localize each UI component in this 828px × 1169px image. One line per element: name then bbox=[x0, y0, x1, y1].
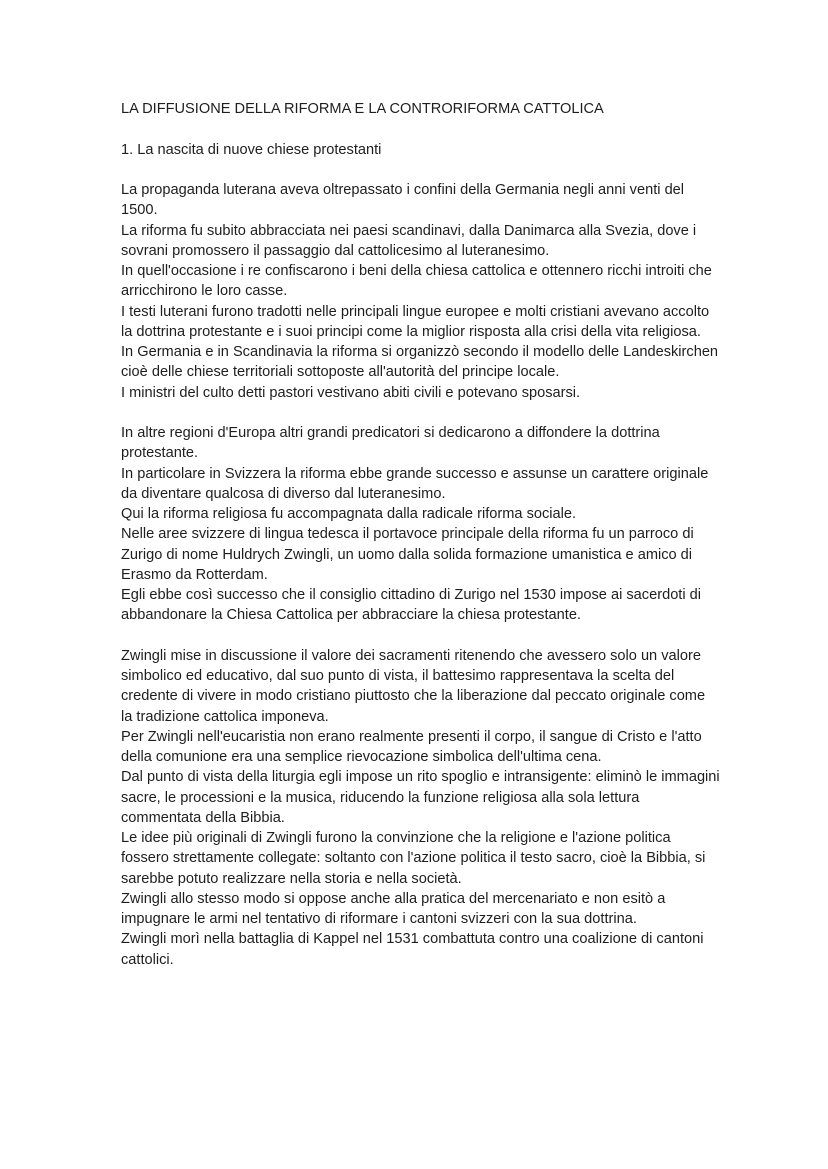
text-line: la tradizione cattolica imponeva. bbox=[121, 708, 329, 725]
text-line: Zwingli morì nella battaglia di Kappel nel 1531 combattuta contro una coalizione di cantoni bbox=[121, 931, 704, 948]
text-line: Zurigo di nome Huldrych Zwingli, un uomo dalla solida formazione umanistica e amico di bbox=[121, 546, 693, 563]
text-line: La propaganda luterana aveva oltrepassato i confini della Germania negli anni venti del bbox=[121, 182, 685, 198]
document-page bbox=[121, 99, 720, 970]
text-line: Dal punto di vista della liturgia egli impose un rito spoglio e intransigente: eliminò le immagini bbox=[121, 769, 720, 786]
text-line: cattolici. bbox=[121, 951, 174, 968]
text-line: simbolico ed educativo, dal suo punto di vista, il battesimo rappresentava la scelta del bbox=[121, 668, 675, 684]
spacer bbox=[121, 119, 720, 139]
text-line: abbandonare la Chiesa Cattolica per abbracciare la chiesa protestante. bbox=[121, 607, 581, 624]
document-body bbox=[121, 180, 720, 970]
text-line: da diventare qualcosa di diverso dal luteranesimo. bbox=[121, 485, 446, 502]
text-line: Egli ebbe così successo che il consiglio cittadino di Zurigo nel 1530 impose ai sacerdoti di bbox=[121, 587, 702, 603]
paragraph-2 bbox=[121, 423, 720, 626]
text-line: In particolare in Svizzera la riforma ebbe grande successo e assunse un carattere originale bbox=[121, 465, 709, 482]
text-line: la dottrina protestante e i suoi principi come la miglior risposta alla crisi della vita religiosa. bbox=[121, 323, 701, 340]
text-line: impugnare le armi nel tentativo di riformare i cantoni svizzeri con la sua dottrina. bbox=[121, 911, 637, 927]
text-line: Le idee più originali di Zwingli furono la convinzione che la religione e l'azione politica bbox=[121, 830, 671, 846]
text-line: 1500. bbox=[121, 202, 158, 219]
text-line: arricchirono le loro casse. bbox=[121, 283, 288, 300]
text-line: Per Zwingli nell'eucaristia non erano realmente presenti il corpo, il sangue di Cristo e l'atto bbox=[121, 728, 702, 745]
text-line: I ministri del culto detti pastori vestivano abiti civili e potevano sposarsi. bbox=[121, 384, 581, 401]
spacer bbox=[121, 626, 720, 646]
document-title: LA DIFFUSIONE DELLA RIFORMA E LA CONTRORIFORMA CATTOLICA bbox=[121, 101, 604, 117]
text-line: credente di vivere in modo cristiano piuttosto che la liberazione dal peccato originale come bbox=[121, 688, 706, 705]
text-line: In altre regioni d'Europa altri grandi predicatori si dedicarono a diffondere la dottrina bbox=[121, 425, 660, 441]
text-line: Nelle aree svizzere di lingua tedesca il portavoce principale della riforma fu un parroco di bbox=[121, 526, 694, 543]
paragraph-1 bbox=[121, 180, 720, 403]
paragraph-3 bbox=[121, 646, 720, 970]
text-line: In quell'occasione i re confiscarono i beni della chiesa cattolica e ottennero ricchi introiti che bbox=[121, 263, 712, 279]
text-line: I testi luterani furono tradotti nelle principali lingue europee e molti cristiani avevano accolto bbox=[121, 303, 710, 320]
text-line: sacre, le processioni e la musica, riducendo la funzione religiosa alla sola lettura bbox=[121, 789, 640, 806]
spacer bbox=[121, 160, 720, 180]
text-line: Qui la riforma religiosa fu accompagnata dalla radicale riforma sociale. bbox=[121, 506, 577, 522]
section-heading: 1. La nascita di nuove chiese protestanti bbox=[121, 141, 382, 158]
text-line: della comunione era una semplice rievocazione simbolica dell'ultima cena. bbox=[121, 749, 602, 765]
text-line: La riforma fu subito abbracciata nei paesi scandinavi, dalla Danimarca alla Svezia, dove i bbox=[121, 222, 697, 239]
text-line: Zwingli mise in discussione il valore dei sacramenti ritenendo che avessero solo un valore bbox=[121, 647, 701, 664]
text-line: Erasmo da Rotterdam. bbox=[121, 566, 268, 583]
spacer bbox=[121, 403, 720, 423]
text-line: In Germania e in Scandinavia la riforma si organizzò secondo il modello delle Landeskirchen bbox=[121, 344, 719, 360]
text-line: fossero strettamente collegate: soltanto con l'azione politica il testo sacro, cioè la Bibbia, si bbox=[121, 850, 706, 867]
text-line: commentata della Bibbia. bbox=[121, 809, 285, 826]
text-line: sarebbe potuto realizzare nella storia e nella società. bbox=[121, 870, 462, 887]
text-line: Zwingli allo stesso modo si oppose anche alla pratica del mercenariato e non esitò a bbox=[121, 890, 666, 907]
text-line: cioè delle chiese territoriali sottoposte all'autorità del principe locale. bbox=[121, 364, 560, 381]
text-line: sovrani promossero il passaggio dal cattolicesimo al luteranesimo. bbox=[121, 242, 550, 259]
text-line: protestante. bbox=[121, 445, 199, 462]
